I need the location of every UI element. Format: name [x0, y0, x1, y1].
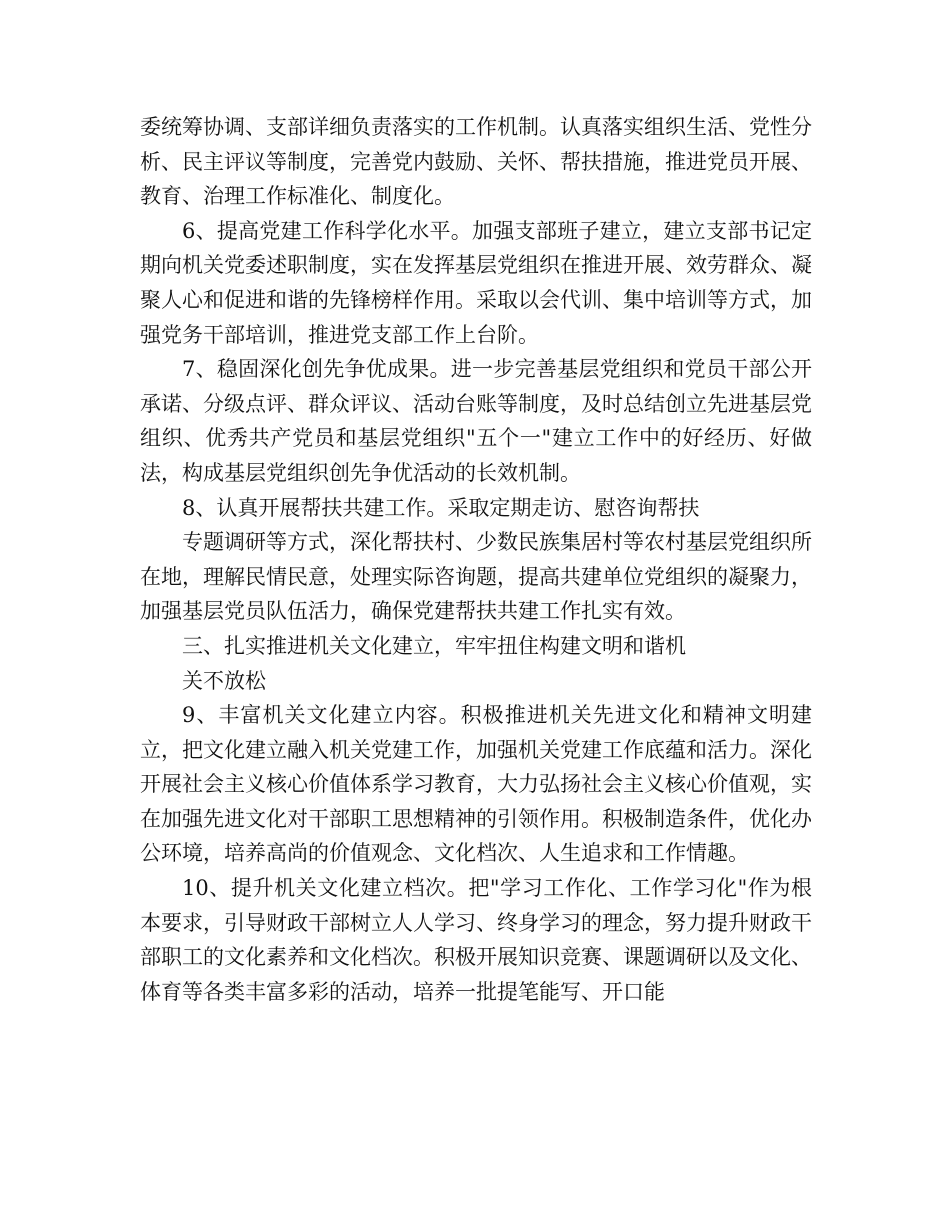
paragraph-item-7: 7、稳固深化创先争优成果。进一步完善基层党组织和党员干部公开承诺、分级点评、群众评议、活动台账等制度，及时总结创立先进基层党组织、优秀共产党员和基层党组织"五个一"建立工作中的好经历、好做法，构成基层党组织创先争优活动的长效机制。	[140, 357, 812, 485]
paragraph-item-6: 6、提高党建工作科学化水平。加强支部班子建立，建立支部书记定期向机关党委述职制度，实在发挥基层党组织在推进开展、效劳群众、凝聚人心和促进和谐的先锋榜样作用。采取以会代训、集中培训等方式，加强党务干部培训，推进党支部工作上台阶。	[140, 218, 812, 347]
document-body	[140, 110, 812, 1009]
paragraph-continued: 委统筹协调、支部详细负责落实的工作机制。认真落实组织生活、党性分析、民主评议等制度，完善党内鼓励、关怀、帮扶措施，推进党员开展、教育、治理工作标准化、制度化。	[140, 115, 812, 209]
paragraph-item-10: 10、提升机关文化建立档次。把"学习工作化、工作学习化"作为根本要求，引导财政干部树立人人学习、终身学习的理念，努力提升财政干部职工的文化素养和文化档次。积极开展知识竞赛、课题调研以及文化、体育等各类丰富多彩的活动，培养一批提笔能写、开口能	[140, 876, 812, 1004]
paragraph-item-9: 9、丰富机关文化建立内容。积极推进机关先进文化和精神文明建立，把文化建立融入机关党建工作，加强机关党建工作底蕴和活力。深化开展社会主义核心价值体系学习教育，大力弘扬社会主义核心价值观，实在加强先进文化对干部职工思想精神的引领作用。积极制造条件，优化办公环境，培养高尚的价值观念、文化档次、人生追求和工作情趣。	[140, 703, 812, 866]
paragraph-item-8-first-line: 8、认真开展帮扶共建工作。采取定期走访、慰咨询帮扶	[182, 495, 700, 520]
section-heading-3: 三、扎实推进机关文化建立，牢牢扭住构建文明和谐机	[182, 633, 686, 658]
paragraph-item-8-body: 专题调研等方式，深化帮扶村、少数民族集居村等农村基层党组织所在地，理解民情民意，处理实际咨询题，提高共建单位党组织的凝聚力，加强基层党员队伍活力，确保党建帮扶共建工作扎实有效。	[140, 530, 812, 624]
section-heading-3-continued: 关不放松	[182, 668, 266, 693]
